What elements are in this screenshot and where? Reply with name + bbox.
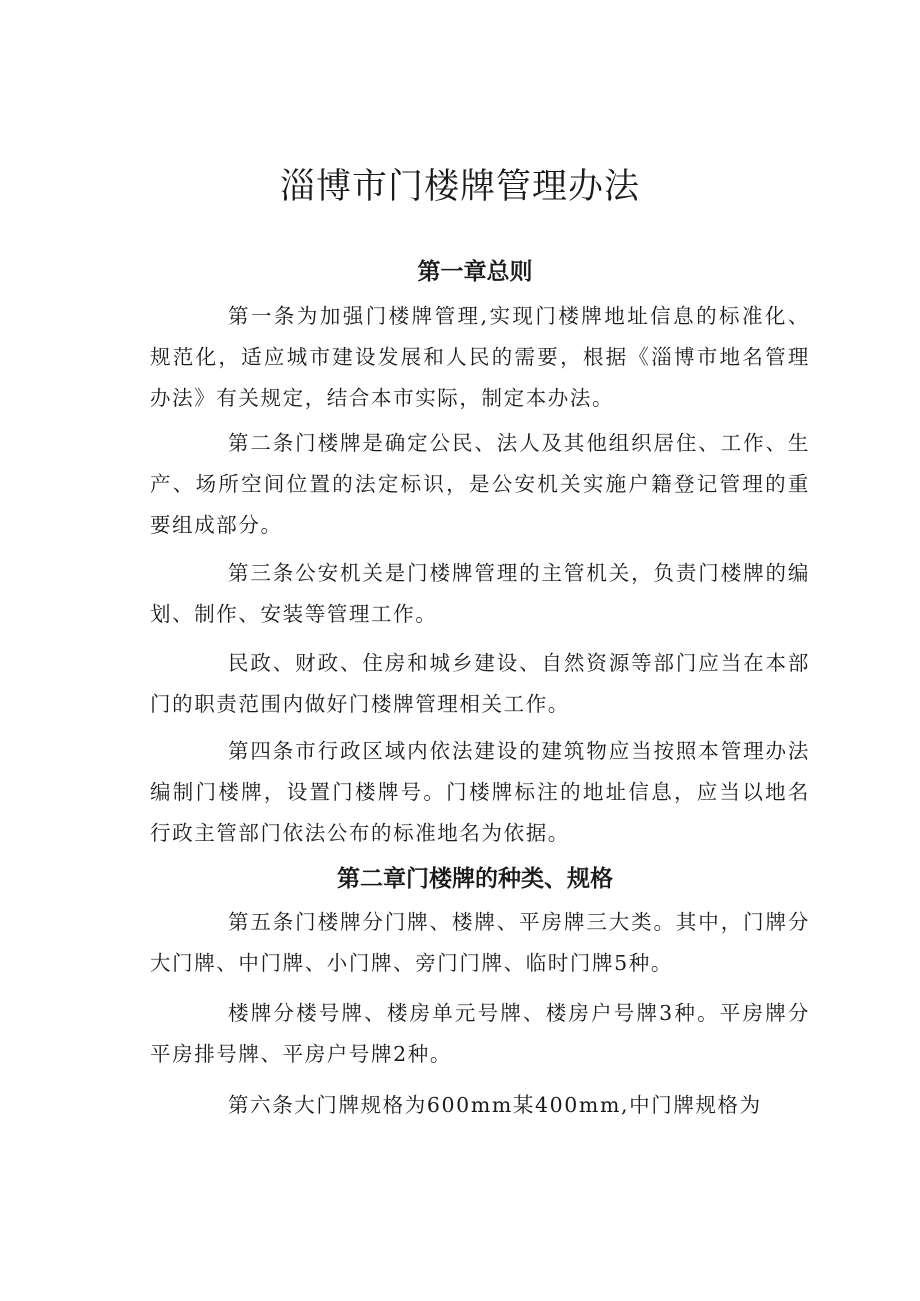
- article-paragraph: 第四条市行政区域内依法建设的建筑物应当按照本管理办法编制门楼牌，设置门楼牌号。门楼牌标注的地址信息，应当以地名行政主管部门依法公布的标准地名为依据。: [150, 739, 810, 845]
- chapter-heading: 第二章门楼牌的种类、规格: [337, 866, 613, 892]
- article-paragraph: 民政、财政、住房和城乡建设、自然资源等部门应当在本部门的职责范围内做好门楼牌管理相关工作。: [150, 651, 810, 716]
- article-paragraph: 楼牌分楼号牌、楼房单元号牌、楼房户号牌3种。平房牌分平房排号牌、平房户号牌2种。: [150, 1001, 810, 1066]
- article-paragraph: 第六条大门牌规格为600mm某400mm,中门牌规格为: [228, 1093, 762, 1117]
- article-paragraph: 第五条门楼牌分门牌、楼牌、平房牌三大类。其中，门牌分大门牌、中门牌、小门牌、旁门门牌、临时门牌5种。: [150, 910, 810, 975]
- document-title: 淄博市门楼牌管理办法: [279, 167, 640, 207]
- article-paragraph: 第二条门楼牌是确定公民、法人及其他组织居住、工作、生产、场所空间位置的法定标识，是公安机关实施户籍登记管理的重要组成部分。: [150, 431, 810, 537]
- chapter-heading: 第一章总则: [417, 259, 533, 285]
- article-paragraph: 第三条公安机关是门楼牌管理的主管机关，负责门楼牌的编划、制作、安装等管理工作。: [150, 561, 810, 626]
- article-paragraph: 第一条为加强门楼牌管理,实现门楼牌地址信息的标准化、规范化，适应城市建设发展和人民的需要，根据《淄博市地名管理办法》有关规定，结合本市实际，制定本办法。: [150, 304, 810, 410]
